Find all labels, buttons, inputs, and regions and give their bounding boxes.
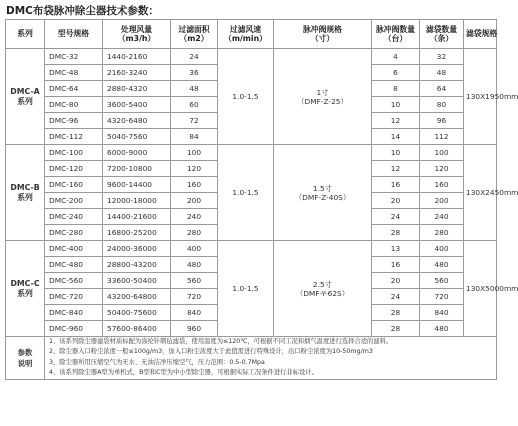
header-row: [6, 20, 497, 49]
valve-qty-cell: 10: [372, 97, 420, 113]
valve-qty-cell: 24: [372, 209, 420, 225]
table-row: [6, 145, 497, 161]
area-cell: 60: [171, 97, 218, 113]
header-bag-qty: 滤袋数量 （条）: [420, 20, 464, 49]
table-row: [6, 49, 497, 65]
valve-qty-cell: 28: [372, 225, 420, 241]
velocity-cell: 1.0-1.5: [218, 145, 274, 241]
airflow-cell: 43200-64800: [103, 289, 171, 305]
header-velocity: 过滤风速 （m/min）: [218, 20, 274, 49]
series-cell: DMC-B 系列: [6, 145, 45, 241]
bag-qty-cell: 280: [420, 225, 464, 241]
series-cell: DMC-A 系列: [6, 49, 45, 145]
valve-qty-cell: 12: [372, 113, 420, 129]
bag-spec-cell: 130X5000mm: [464, 241, 497, 337]
area-cell: 48: [171, 81, 218, 97]
bag-qty-cell: 560: [420, 273, 464, 289]
velocity-cell: 1.0-1.5: [218, 241, 274, 337]
airflow-cell: 24000-36000: [103, 241, 171, 257]
spec-table: [5, 19, 518, 380]
bag-spec-cell: 130X2450mm: [464, 145, 497, 241]
bag-qty-cell: 96: [420, 113, 464, 129]
note-line: 2、除尘器入口粉尘浓度一般≤100g/m3，加入口粉尘浓度大于此值需进行特殊设计，出口粉尘浓度为10-50mg/m3: [49, 348, 373, 356]
model-cell: DMC-200: [45, 193, 103, 209]
model-cell: DMC-480: [45, 257, 103, 273]
airflow-cell: 3600-5400: [103, 97, 171, 113]
valve-qty-cell: 20: [372, 193, 420, 209]
model-cell: DMC-48: [45, 65, 103, 81]
header-area: 过滤面积 （m2）: [171, 20, 218, 49]
notes-label: 参数 说明: [6, 337, 45, 380]
header-valve-spec: 脉冲阀规格 （寸）: [274, 20, 372, 49]
model-cell: DMC-96: [45, 113, 103, 129]
airflow-cell: 1440-2160: [103, 49, 171, 65]
bag-qty-cell: 48: [420, 65, 464, 81]
valve-qty-cell: 16: [372, 257, 420, 273]
airflow-cell: 2880-4320: [103, 81, 171, 97]
valve-qty-cell: 4: [372, 49, 420, 65]
area-cell: 72: [171, 113, 218, 129]
note-line: 3、除尘器所用压缩空气为无水、无油洁净压缩空气，压力范围：0.5-0.7Mpa: [49, 358, 265, 366]
series-cell: DMC-C 系列: [6, 241, 45, 337]
notes-cell: [45, 337, 497, 380]
model-cell: DMC-32: [45, 49, 103, 65]
valve-spec-cell: 1.5寸 （DMF-Z-40S）: [274, 145, 372, 241]
bag-qty-cell: 200: [420, 193, 464, 209]
model-cell: DMC-240: [45, 209, 103, 225]
bag-qty-cell: 840: [420, 305, 464, 321]
area-cell: 200: [171, 193, 218, 209]
bag-qty-cell: 480: [420, 257, 464, 273]
header-airflow: 处理风量 （m3/h）: [103, 20, 171, 49]
model-cell: DMC-120: [45, 161, 103, 177]
area-cell: 160: [171, 177, 218, 193]
model-cell: DMC-80: [45, 97, 103, 113]
bag-qty-cell: 240: [420, 209, 464, 225]
area-cell: 960: [171, 321, 218, 337]
model-cell: DMC-100: [45, 145, 103, 161]
bag-qty-cell: 64: [420, 81, 464, 97]
header-bag-spec: 滤袋规格: [464, 20, 497, 49]
valve-qty-cell: 6: [372, 65, 420, 81]
area-cell: 400: [171, 241, 218, 257]
header-valve-qty: 脉冲阀数量 （台）: [372, 20, 420, 49]
airflow-cell: 5040-7560: [103, 129, 171, 145]
model-cell: DMC-400: [45, 241, 103, 257]
notes-row: [6, 337, 497, 380]
airflow-cell: 2160-3240: [103, 65, 171, 81]
bag-qty-cell: 400: [420, 241, 464, 257]
area-cell: 120: [171, 161, 218, 177]
valve-qty-cell: 28: [372, 321, 420, 337]
header-model: 型号规格: [45, 20, 103, 49]
area-cell: 720: [171, 289, 218, 305]
valve-qty-cell: 28: [372, 305, 420, 321]
bag-qty-cell: 112: [420, 129, 464, 145]
area-cell: 100: [171, 145, 218, 161]
valve-qty-cell: 24: [372, 289, 420, 305]
bag-qty-cell: 480: [420, 321, 464, 337]
area-cell: 480: [171, 257, 218, 273]
model-cell: DMC-160: [45, 177, 103, 193]
area-cell: 24: [171, 49, 218, 65]
bag-qty-cell: 100: [420, 145, 464, 161]
bag-qty-cell: 720: [420, 289, 464, 305]
area-cell: 240: [171, 209, 218, 225]
note-line: 1、该系列除尘器滤袋材质标配为涤纶针刺毡滤袋，使用温度为≤120℃，可根据不同工况和烟气温度进行选择合适的滤料。: [49, 338, 393, 345]
airflow-cell: 9600-14400: [103, 177, 171, 193]
area-cell: 84: [171, 129, 218, 145]
page-title: DMC布袋脉冲除尘器技术参数：: [6, 5, 159, 17]
model-cell: DMC-64: [45, 81, 103, 97]
airflow-cell: 12000-18000: [103, 193, 171, 209]
model-cell: DMC-840: [45, 305, 103, 321]
area-cell: 840: [171, 305, 218, 321]
airflow-cell: 6000-9000: [103, 145, 171, 161]
bag-qty-cell: 32: [420, 49, 464, 65]
model-cell: DMC-560: [45, 273, 103, 289]
valve-spec-cell: 1寸 （DMF-Z-25）: [274, 49, 372, 145]
valve-spec-cell: 2.5寸 （DMF-Y-62S）: [274, 241, 372, 337]
airflow-cell: 28800-43200: [103, 257, 171, 273]
spec-table-body: [6, 20, 518, 380]
area-cell: 280: [171, 225, 218, 241]
header-series: 系列: [6, 20, 45, 49]
airflow-cell: 50400-75600: [103, 305, 171, 321]
bag-qty-cell: 120: [420, 161, 464, 177]
model-cell: DMC-112: [45, 129, 103, 145]
table-row: [6, 241, 497, 257]
model-cell: DMC-280: [45, 225, 103, 241]
area-cell: 560: [171, 273, 218, 289]
airflow-cell: 57600-86400: [103, 321, 171, 337]
valve-qty-cell: 20: [372, 273, 420, 289]
bag-qty-cell: 160: [420, 177, 464, 193]
velocity-cell: 1.0-1.5: [218, 49, 274, 145]
valve-qty-cell: 10: [372, 145, 420, 161]
bag-spec-cell: 130X1950mm: [464, 49, 497, 145]
airflow-cell: 33600-50400: [103, 273, 171, 289]
airflow-cell: 4320-6480: [103, 113, 171, 129]
note-line: 4、该系列除尘器A型为单机式，B型和C型为中小型除尘器，可根据实际工况条件进行非标设计。: [49, 369, 318, 377]
valve-qty-cell: 13: [372, 241, 420, 257]
bag-qty-cell: 80: [420, 97, 464, 113]
valve-qty-cell: 14: [372, 129, 420, 145]
airflow-cell: 14400-21600: [103, 209, 171, 225]
model-cell: DMC-960: [45, 321, 103, 337]
valve-qty-cell: 8: [372, 81, 420, 97]
valve-qty-cell: 16: [372, 177, 420, 193]
model-cell: DMC-720: [45, 289, 103, 305]
airflow-cell: 7200-10800: [103, 161, 171, 177]
valve-qty-cell: 12: [372, 161, 420, 177]
airflow-cell: 16800-25200: [103, 225, 171, 241]
area-cell: 36: [171, 65, 218, 81]
